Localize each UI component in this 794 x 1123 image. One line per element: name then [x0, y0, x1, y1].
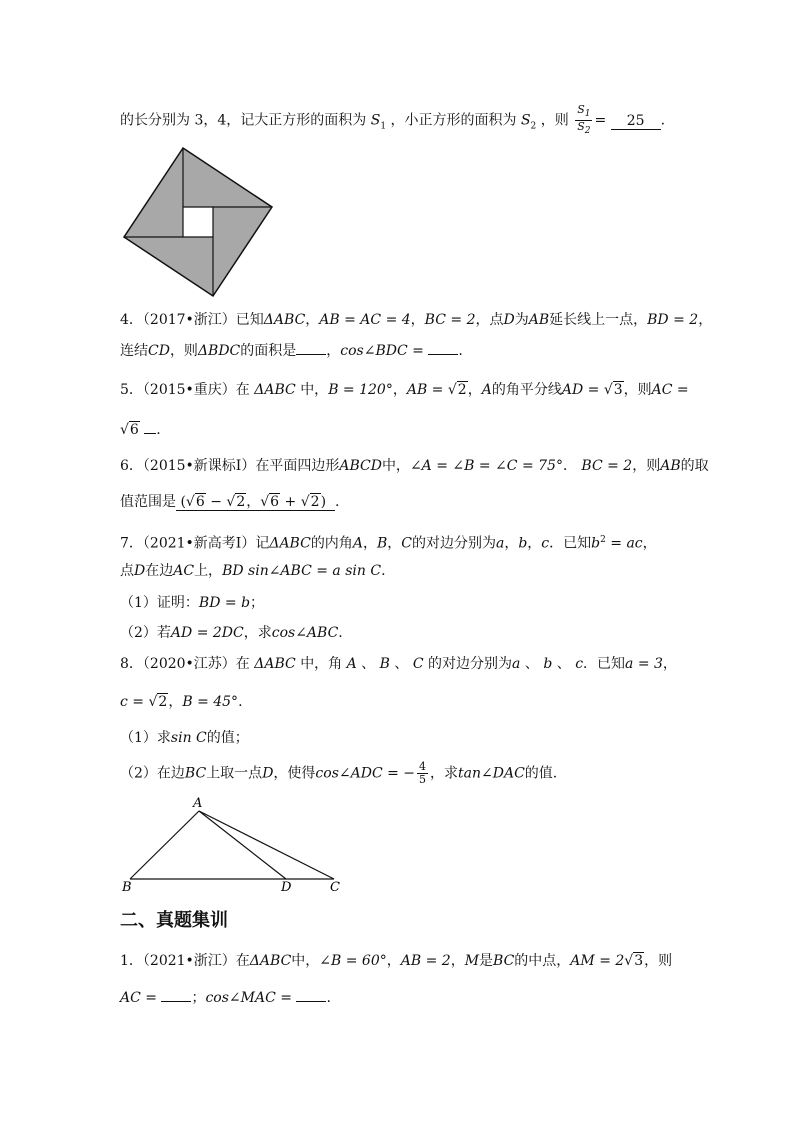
pinwheel-square-figure: [120, 142, 280, 302]
q8-part-2: （2）在边BC上取一点D，使得cos∠ADC = − $\frac{4}{5}$ ，求tan∠DAC的值.: [120, 760, 558, 786]
answer-blank-q4b: [428, 354, 458, 355]
answer-blank-s1b: [296, 1001, 326, 1002]
label-c: C: [330, 880, 340, 894]
q4-line-1: 4．（2017•浙江）已知ΔABC，AB = AC = 4，BC = 2，点D为AB延长线上一点，BD = 2，: [120, 312, 713, 328]
q8-line-2: c = √2，B = 45°.: [120, 694, 243, 710]
intro-text-3: ，则: [540, 112, 569, 129]
label-b: B: [122, 880, 132, 894]
q4-line-2: 连结CD，则ΔBDC的面积是 ，cos∠BDC = .: [120, 343, 463, 359]
q6-line-1: 6．（2015•新课标Ⅰ）在平面四边形ABCD中，∠A = ∠B = ∠C = 75°． BC = 2，则AB的取: [120, 458, 709, 474]
intro-text-2: ，小正方形的面积为: [390, 112, 517, 129]
label-a: A: [193, 796, 203, 811]
q7-part-1: （1）证明：BD = b；: [120, 595, 265, 611]
s1q-line-2: AC = ；cos∠MAC = .: [120, 990, 331, 1006]
q8-line-1: 8．（2020•江苏）在 ΔABC 中，角 A 、 B 、 C 的对边分别为a 、 b 、 c．已知a = 3，: [120, 656, 677, 672]
intro-text: 的长分别为 3，4，记大正方形的面积为: [120, 112, 367, 129]
cos-fraction: $\frac{4}{5}$: [419, 760, 427, 786]
var-s2: S: [520, 112, 531, 129]
q6-line-2: 值范围是 (√6 − √2，√6 + √2) .: [120, 494, 340, 510]
q5-line-2: √6 .: [120, 422, 161, 438]
q5-line-1: 5．（2015•重庆）在 ΔABC 中，B = 120°，AB = √2，A的角平分线AD = √3，则AC =: [120, 382, 689, 398]
q7-part-2: （2）若AD = 2DC，求cos∠ABC.: [120, 625, 343, 641]
q7-line-1: 7．（2021•新高考Ⅰ）记ΔABC的内角A，B，C的对边分别为a，b，c．已知$b^2$ = ac，: [120, 535, 657, 552]
var-s1: S: [370, 112, 381, 129]
label-d: D: [281, 880, 292, 894]
answer-blank-s1a: [161, 1001, 191, 1002]
s1q-line-1: 1．（2021•浙江）在ΔABC中，∠B = 60°，AB = 2，M是BC的中点，AM = 2√3，则: [120, 953, 673, 969]
q8-part-1: （1）求sin C的值；: [120, 730, 249, 746]
answer-blank-q5: [144, 433, 156, 434]
answer-blank-q4a: [296, 354, 326, 355]
q7-line-2: 点D在边AC上，BD sin∠ABC = a sin C.: [120, 563, 386, 579]
intro-line: 的长分别为 3，4，记大正方形的面积为 $S_1$ ，小正方形的面积为 $S_2$ ，则 $\frac{S_1}{S_2}$ = 25 .: [120, 103, 666, 137]
ratio-fraction: $\frac{S_1}{S_2}$: [577, 103, 591, 137]
answer-blank-intro: 25: [611, 113, 661, 130]
triangle-abc-figure: [118, 794, 348, 894]
section-heading: 二、真题集训: [120, 910, 228, 931]
answer-q6: (√6 − √2，√6 + √2): [176, 494, 335, 511]
